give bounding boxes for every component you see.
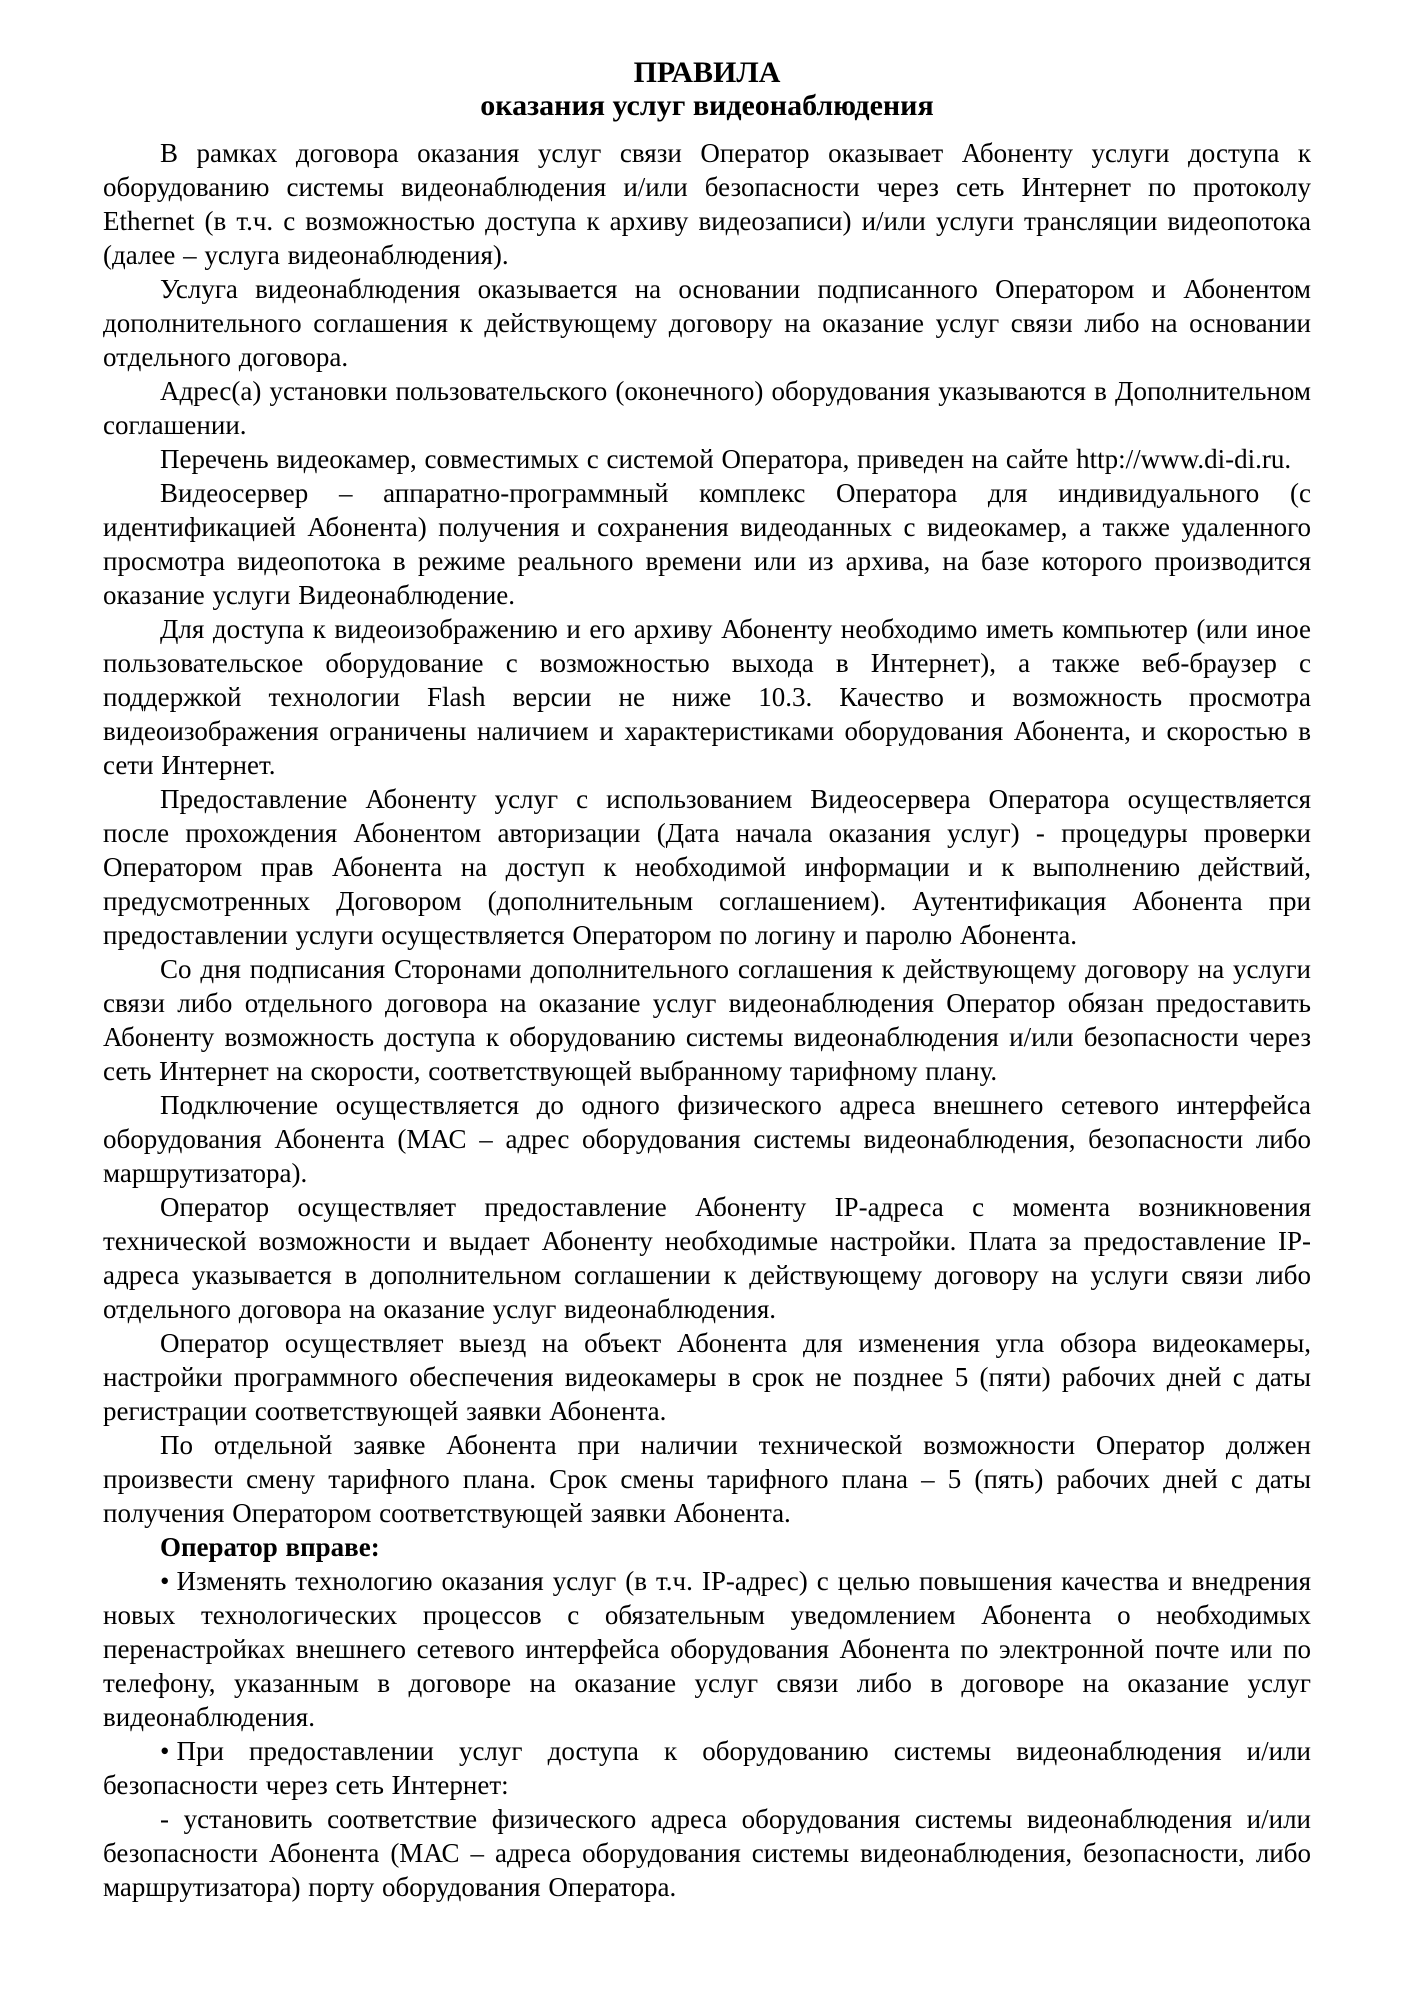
section-heading-operator-rights — [103, 1530, 1311, 1564]
paragraph-10 — [103, 1190, 1311, 1326]
bullet-paragraph-02 — [103, 1734, 1311, 1802]
paragraph-text: По отдельной заявке Абонента при наличии технической возможности Оператор должен произвести смену тарифного плана. Срок смены тарифного плана – 5 (пять) рабочих дней с даты получения Оператором соответствующей заявки Абонента. — [103, 1430, 1311, 1528]
paragraph-text: Оператор вправе: — [160, 1532, 380, 1562]
paragraph-07 — [103, 782, 1311, 952]
paragraph-text: Услуга видеонаблюдения оказывается на основании подписанного Оператором и Абонентом дополнительного соглашения к действующему договору на оказание услуг связи либо на основании отдельного договора. — [103, 274, 1311, 372]
paragraph-text: Адрес(а) установки пользовательского (оконечного) оборудования указываются в Дополнительном соглашении. — [103, 376, 1311, 440]
paragraph-03 — [103, 374, 1311, 442]
paragraph-text: Оператор осуществляет выезд на объект Абонента для изменения угла обзора видеокамеры, настройки программного обеспечения видеокамеры в срок не позднее 5 (пяти) рабочих дней с даты регистрации соответствующей заявки Абонента. — [103, 1328, 1311, 1426]
paragraph-08 — [103, 952, 1311, 1088]
document-title — [103, 56, 1311, 122]
paragraph-text: Предоставление Абоненту услуг с использованием Видеосервера Оператора осуществляется после прохождения Абонентом авторизации (Дата начала оказания услуг) - процедуры проверки Оператором прав Абонента на доступ к необходимой информации и к выполнению действий, предусмотренных Договором (дополнительным соглашением). Аутентификация Абонента при предоставлении услуги осуществляется Оператором по логину и паролю Абонента. — [103, 784, 1311, 950]
paragraph-06 — [103, 612, 1311, 782]
paragraph-text: Изменять технологию оказания услуг (в т.ч. IP-адрес) с целью повышения качества и внедрения новых технологических процессов с обязательным уведомлением Абонента о необходимых перенастройках внешнего сетевого интерфейса оборудования Абонента по электронной почте или по телефону, указанным в договоре на оказание услуг связи либо в договоре на оказание услуг видеонаблюдения. — [103, 1566, 1311, 1732]
title-line-2: оказания услуг видеонаблюдения — [480, 89, 934, 122]
paragraph-text: Видеосервер – аппаратно-программный комплекс Оператора для индивидуального (с идентификацией Абонента) получения и сохранения видеоданных с видеокамер, а также удаленного просмотра видеопотока в режиме реального времени или из архива, на базе которого производится оказание услуги Видеонаблюдение. — [103, 478, 1311, 610]
paragraph-text: Для доступа к видеоизображению и его архиву Абоненту необходимо иметь компьютер (или иное пользовательское оборудование с возможностью выхода в Интернет), а также веб-браузер с поддержкой технологии Flash версии не ниже 10.3. Качество и возможность просмотра видеоизображения ограничены наличием и характеристиками оборудования Абонента, и скоростью в сети Интернет. — [103, 614, 1311, 780]
paragraph-text: Со дня подписания Сторонами дополнительного соглашения к действующему договору на услуги связи либо отдельного договора на оказание услуг видеонаблюдения Оператор обязан предоставить Абоненту возможность доступа к оборудованию системы видеонаблюдения и/или безопасности через сеть Интернет на скорости, соответствующей выбранному тарифному плану. — [103, 954, 1311, 1086]
paragraph-text: Оператор осуществляет предоставление Абоненту IP-адреса с момента возникновения технической возможности и выдает Абоненту необходимые настройки. Плата за предоставление IP-адреса указывается в дополнительном соглашении к действующему договору на услуги связи либо отдельного договора на оказание услуг видеонаблюдения. — [103, 1192, 1311, 1324]
paragraph-text: - установить соответствие физического адреса оборудования системы видеонаблюдения и/или безопасности Абонента (МАС – адреса оборудования системы видеонаблюдения, безопасности, либо маршрутизатора) порту оборудования Оператора. — [103, 1804, 1311, 1902]
paragraph-text: В рамках договора оказания услуг связи Оператор оказывает Абоненту услуги доступа к оборудованию системы видеонаблюдения и/или безопасности через сеть Интернет по протоколу Ethernet (в т.ч. с возможностью доступа к архиву видеозаписи) и/или услуги трансляции видеопотока (далее – услуга видеонаблюдения). — [103, 138, 1311, 270]
paragraph-text: Подключение осуществляется до одного физического адреса внешнего сетевого интерфейса оборудования Абонента (МАС – адрес оборудования системы видеонаблюдения, безопасности либо маршрутизатора). — [103, 1090, 1311, 1188]
bullet-icon: • — [160, 1736, 170, 1766]
title-line-1: ПРАВИЛА — [633, 56, 781, 89]
paragraph-05 — [103, 476, 1311, 612]
paragraph-09 — [103, 1088, 1311, 1190]
paragraph-text: Перечень видеокамер, совместимых с системой Оператора, приведен на сайте http://www.di-di.ru. — [160, 444, 1292, 474]
paragraph-11 — [103, 1326, 1311, 1428]
paragraph-01 — [103, 136, 1311, 272]
paragraph-text: При предоставлении услуг доступа к оборудованию системы видеонаблюдения и/или безопасности через сеть Интернет: — [103, 1736, 1311, 1800]
dash-paragraph-01 — [103, 1802, 1311, 1904]
paragraph-12 — [103, 1428, 1311, 1530]
paragraph-02 — [103, 272, 1311, 374]
paragraph-04 — [103, 442, 1311, 476]
bullet-icon: • — [160, 1566, 170, 1596]
bullet-paragraph-01 — [103, 1564, 1311, 1734]
